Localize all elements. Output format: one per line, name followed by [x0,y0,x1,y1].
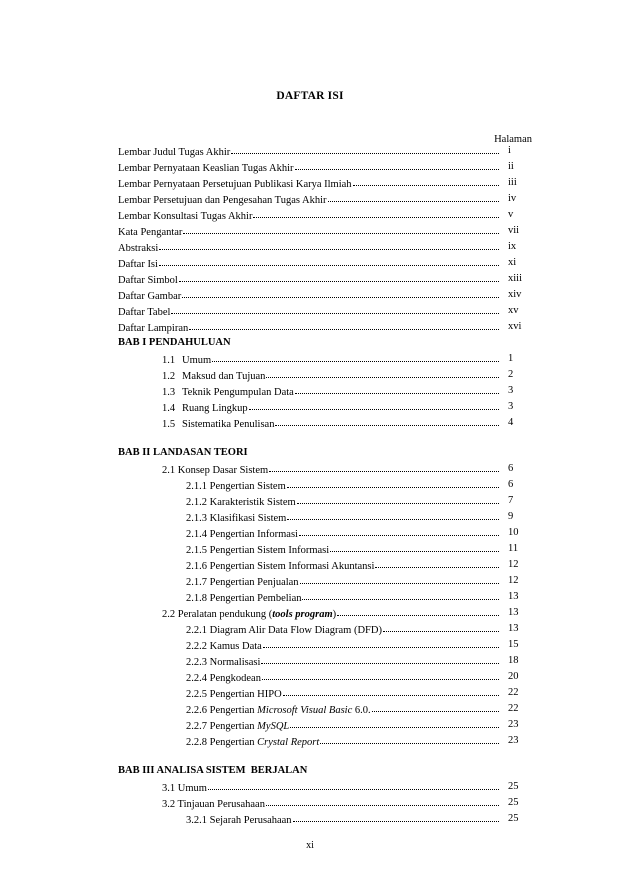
toc-entry-page: 3 [508,385,514,396]
toc-entry [162,606,500,620]
toc-entry [186,526,500,540]
toc-entry-page: 6 [508,463,514,474]
toc-entry-label: Lembar Pernyataan Persetujuan Publikasi Karya Ilmiah [118,179,352,190]
section-number: 1.3 [162,387,176,398]
toc-entry-page: i [508,145,511,156]
toc-entry-label: Kata Pengantar [118,227,183,238]
toc-entry-label-post: ) [332,609,337,620]
toc-entry-page: 22 [508,703,519,714]
dot-leader [231,143,499,154]
toc-entry-label [162,370,265,384]
dot-leader [189,319,499,330]
dot-leader [253,207,499,218]
toc-entry-label: 2.2.2 Kamus Data [186,641,262,652]
dot-leader [320,733,499,744]
section-title: Umum [182,355,212,366]
toc-entry-label: Lembar Judul Tugas Akhir [118,147,231,158]
toc-entry-label: Daftar Lampiran [118,323,189,334]
toc-entry-page: xiii [508,273,523,284]
section-number: 1.5 [162,419,176,430]
toc-entry-label [162,402,248,416]
section-title: Ruang Lingkup [182,403,248,414]
dot-leader [182,287,499,298]
toc-entry-label: 3.2.1 Sejarah Perusahaan [186,815,292,826]
toc-entry-label [186,736,319,750]
toc-entry [186,574,500,588]
dot-leader [353,175,499,186]
toc-entry-label [162,608,336,622]
toc-entry [186,622,500,636]
section-number: 1.4 [162,403,176,414]
toc-entry-label: 2.1.5 Pengertian Sistem Informasi [186,545,330,556]
toc-entry-label: 2.1.3 Klasifikasi Sistem [186,513,287,524]
toc-entry-label [186,720,289,734]
toc-entry-page: xvi [508,321,522,332]
toc-entry [162,416,500,430]
dot-leader [212,351,499,362]
toc-entry-page: 4 [508,417,514,428]
toc-entry-label-pre: 2.2.7 Pengertian [186,721,258,732]
toc-entry [118,240,500,254]
toc-entry-label: Lembar Konsultasi Tugas Akhir [118,211,253,222]
toc-entry-page: 23 [508,735,519,746]
dot-leader [159,255,499,266]
toc-entry-label: Daftar Gambar [118,291,182,302]
toc-entry [118,208,500,222]
toc-entry-label: Daftar Simbol [118,275,178,286]
section-title: Teknik Pengumpulan Data [182,387,294,398]
toc-entry-label: 2.2.4 Pengkodean [186,673,261,684]
chapter-heading-bab1: BAB I PENDAHULUAN [118,337,231,348]
toc-entry-page: 13 [508,591,519,602]
toc-entry-label: Lembar Persetujuan dan Pengesahan Tugas Akhir [118,195,327,206]
page-number-footer: xi [306,840,314,851]
toc-entry-page: 6 [508,479,514,490]
dot-leader [275,415,499,426]
dot-leader [183,223,499,234]
toc-entry-label: 3.1 Umum [162,783,207,794]
toc-entry-page: xv [508,305,519,316]
toc-entry-page: 20 [508,671,519,682]
toc-entry-page: vii [508,225,520,236]
toc-entry [162,780,500,794]
toc-entry-label: 2.2.3 Normalisasi [186,657,261,668]
toc-entry-label-emphasis: Crystal Report [257,737,320,748]
toc-entry-page: 12 [508,575,519,586]
toc-entry [118,144,500,158]
toc-entry-page: 13 [508,623,519,634]
toc-entry [186,638,500,652]
toc-entry-label: 2.1.8 Pengertian Pembelian [186,593,302,604]
toc-entry [162,462,500,476]
dot-leader [262,669,499,680]
toc-entry [186,510,500,524]
dot-leader [290,717,499,728]
toc-entry-page: iv [508,193,517,204]
toc-entry [162,400,500,414]
toc-entry [186,478,500,492]
toc-entry [186,734,500,748]
toc-entry-page: 11 [508,543,519,554]
toc-entry-page: 9 [508,511,514,522]
dot-leader [295,383,499,394]
chapter-heading-bab2: BAB II LANDASAN TEORI [118,447,248,458]
toc-entry-label-emphasis: tools program [272,609,333,620]
dot-leader [375,557,499,568]
section-title: Maksud dan Tujuan [182,371,266,382]
dot-leader [330,541,499,552]
toc-entry-label [162,354,211,368]
toc-entry-label-pre: 2.2.6 Pengertian [186,705,258,716]
dot-leader [302,589,499,600]
page-title: DAFTAR ISI [276,90,344,102]
toc-entry-page: 25 [508,781,519,792]
dot-leader [171,303,499,314]
toc-entry [186,702,500,716]
toc-entry-page: 22 [508,687,519,698]
toc-entry-page: 12 [508,559,519,570]
dot-leader [287,509,499,520]
toc-entry [186,654,500,668]
toc-entry-page: ix [508,241,517,252]
chapter-heading-bab3: BAB III ANALISA SISTEM BERJALAN [118,765,308,776]
dot-leader [283,685,499,696]
toc-entry [118,320,500,334]
toc-entry-page: 13 [508,607,519,618]
toc-entry-page: 1 [508,353,514,364]
toc-entry-page: 3 [508,401,514,412]
dot-leader [179,271,499,282]
toc-entry [118,256,500,270]
toc-entry-label [162,386,294,400]
toc-entry-label: 3.2 Tinjauan Perusahaan [162,799,265,810]
toc-entry-label: 2.1.4 Pengertian Informasi [186,529,298,540]
toc-entry-page: 25 [508,797,519,808]
toc-entry [118,192,500,206]
section-number: 1.1 [162,355,176,366]
dot-leader [266,795,499,806]
dot-leader [383,621,499,632]
toc-entry-label: Daftar Isi [118,259,158,270]
toc-entry-label: 2.1.6 Pengertian Sistem Informasi Akuntansi [186,561,375,572]
dot-leader [293,811,499,822]
toc-entry [118,288,500,302]
dot-leader [372,701,499,712]
dot-leader [300,573,499,584]
toc-entry-label-pre: 2.2 Peralatan pendukung ( [162,609,273,620]
toc-entry [186,590,500,604]
toc-entry-page: 2 [508,369,514,380]
dot-leader [269,461,499,472]
dot-leader [159,239,499,250]
toc-entry-page: 23 [508,719,519,730]
toc-entry [118,224,500,238]
toc-entry-page: xi [508,257,517,268]
dot-leader [208,779,499,790]
toc-entry-label: Lembar Pernyataan Keaslian Tugas Akhir [118,163,294,174]
toc-entry [162,368,500,382]
dot-leader [337,605,499,616]
toc-entry-label-emphasis: MySQL [257,721,290,732]
toc-entry-label-post: 6.0. [352,705,371,716]
toc-entry [186,542,500,556]
dot-leader [328,191,499,202]
dot-leader [299,525,499,536]
section-title: Sistematika Penulisan [182,419,275,430]
toc-entry-page: v [508,209,514,220]
toc-entry-page: 18 [508,655,519,666]
toc-entry-page: 7 [508,495,514,506]
dot-leader [266,367,499,378]
toc-entry [162,384,500,398]
toc-entry [186,686,500,700]
toc-entry-label: 2.1.1 Pengertian Sistem [186,481,286,492]
toc-entry-page: ii [508,161,514,172]
toc-entry-page: xiv [508,289,522,300]
dot-leader [295,159,499,170]
toc-entry-label: 2.1.2 Karakteristik Sistem [186,497,296,508]
toc-entry [118,272,500,286]
toc-entry-label: 2.1 Konsep Dasar Sistem [162,465,269,476]
toc-entry [186,718,500,732]
toc-entry [186,670,500,684]
toc-entry [186,812,500,826]
toc-entry-label: Abstraksi [118,243,159,254]
toc-entry-label-emphasis: Microsoft Visual Basic [257,705,353,716]
toc-entry-page: 25 [508,813,519,824]
toc-entry [186,494,500,508]
toc-entry-page: iii [508,177,517,188]
section-number: 1.2 [162,371,176,382]
toc-entry-label [186,704,371,718]
toc-entry [118,160,500,174]
halaman-label: Halaman [494,134,532,145]
dot-leader [261,653,499,664]
toc-entry [162,352,500,366]
toc-entry [118,176,500,190]
toc-entry-label: 2.2.1 Diagram Alir Data Flow Diagram (DFD) [186,625,382,636]
toc-entry-label: 2.1.7 Pengertian Penjualan [186,577,299,588]
toc-entry-page: 15 [508,639,519,650]
dot-leader [287,477,499,488]
toc-entry [162,796,500,810]
toc-entry [186,558,500,572]
dot-leader [263,637,499,648]
toc-entry-label-pre: 2.2.8 Pengertian [186,737,258,748]
toc-entry-label: 2.2.5 Pengertian HIPO [186,689,282,700]
toc-entry-label [162,418,274,432]
dot-leader [297,493,499,504]
toc-entry [118,304,500,318]
toc-entry-label: Daftar Tabel [118,307,171,318]
toc-entry-page: 10 [508,527,519,538]
dot-leader [249,399,499,410]
